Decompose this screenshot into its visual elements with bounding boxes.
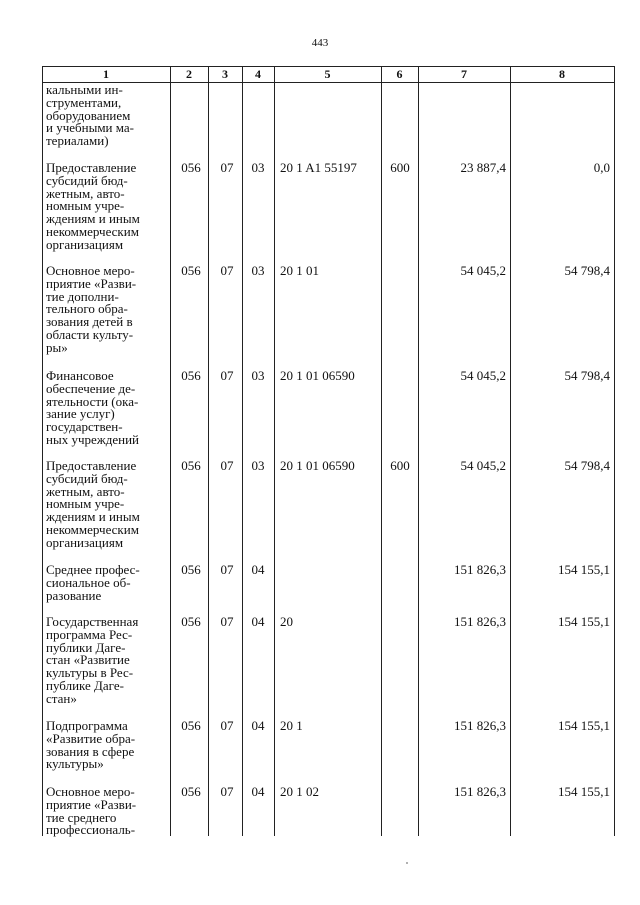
col-border	[208, 66, 209, 836]
row-subsection: 04	[251, 718, 265, 733]
row-subsection: 04	[251, 562, 265, 577]
header-col-5: 5	[324, 66, 331, 81]
row-grbs: 056	[181, 718, 201, 733]
row-amount-year2: 154 155,1	[558, 614, 610, 629]
row-subsection: 04	[251, 784, 265, 799]
col-border	[170, 66, 171, 836]
row-grbs: 056	[181, 614, 201, 629]
row-target-article: 20 1 01 06590	[280, 458, 355, 473]
row-amount-year2: 0,0	[593, 160, 610, 175]
row-target-article: 20 1 01	[280, 263, 319, 278]
row-amount-year1: 151 826,3	[454, 718, 506, 733]
row-expense-type: 600	[390, 160, 410, 175]
row-target-article: 20 1 A1 55197	[280, 160, 357, 175]
col-border	[418, 66, 419, 836]
header-col-7: 7	[461, 66, 467, 81]
row-section: 07	[220, 263, 234, 278]
row-subsection: 03	[251, 458, 265, 473]
row-amount-year1: 23 887,4	[460, 160, 506, 175]
row-name: Среднее профес- сиональное об- разование	[46, 562, 140, 603]
col-border	[274, 66, 275, 836]
row-subsection: 03	[251, 263, 265, 278]
row-amount-year2: 154 155,1	[558, 562, 610, 577]
row-amount-year1: 54 045,2	[460, 263, 506, 278]
row-section: 07	[220, 458, 234, 473]
col-border	[510, 66, 511, 836]
header-bottom-border	[42, 82, 615, 83]
row-amount-year2: 154 155,1	[558, 784, 610, 799]
row-target-article: 20 1 02	[280, 784, 319, 799]
row-name: Основное меро- приятие «Разви- тие среднего профессиональ-	[46, 784, 137, 838]
row-amount-year2: 54 798,4	[564, 263, 610, 278]
row-amount-year1: 151 826,3	[454, 614, 506, 629]
header-col-2: 2	[186, 66, 192, 81]
header-col-1: 1	[103, 66, 109, 81]
row-name: Государственная программа Рес- публики Даге- стан «Развитие культуры в Рес- публике Даге- стан»	[46, 614, 139, 706]
row-amount-year2: 54 798,4	[564, 368, 610, 383]
row-grbs: 056	[181, 458, 201, 473]
row-grbs: 056	[181, 562, 201, 577]
row-name: Предоставление субсидий бюд- жетным, авто- номным учре- ждениям и иным некоммерческим организациям	[46, 160, 140, 252]
row-section: 07	[220, 368, 234, 383]
col-border	[614, 66, 615, 836]
row-grbs: 056	[181, 160, 201, 175]
row-amount-year2: 54 798,4	[564, 458, 610, 473]
row-section: 07	[220, 614, 234, 629]
row-grbs: 056	[181, 784, 201, 799]
header-col-6: 6	[396, 66, 403, 81]
header-col-8: 8	[559, 66, 565, 81]
row-name: Основное меро- приятие «Разви- тие дополни- тельного обра- зования детей в области культу- ры»	[46, 263, 137, 355]
page-number: 443	[311, 37, 329, 49]
row-name: кальными ин- струментами, оборудованием и учебными ма- териалами)	[46, 82, 134, 149]
row-amount-year1: 54 045,2	[460, 368, 506, 383]
row-target-article: 20 1 01 06590	[280, 368, 355, 383]
row-name: Финансовое обеспечение де- ятельности (ока- зание услуг) государствен- ных учреждений	[46, 368, 139, 447]
row-name: Подпрограмма «Развитие обра- зования в сфере культуры»	[46, 718, 136, 772]
row-amount-year1: 54 045,2	[460, 458, 506, 473]
row-amount-year1: 151 826,3	[454, 562, 506, 577]
row-section: 07	[220, 784, 234, 799]
row-target-article: 20 1	[280, 718, 303, 733]
row-subsection: 04	[251, 614, 265, 629]
row-section: 07	[220, 160, 234, 175]
row-section: 07	[220, 718, 234, 733]
row-target-article: 20	[280, 614, 293, 629]
row-section: 07	[220, 562, 234, 577]
row-amount-year2: 154 155,1	[558, 718, 610, 733]
row-name: Предоставление субсидий бюд- жетным, авто- номным учре- ждениям и иным некоммерческим организациям	[46, 458, 140, 550]
header-col-3: 3	[222, 66, 228, 81]
row-subsection: 03	[251, 368, 265, 383]
col-border	[42, 66, 43, 836]
header-col-4: 4	[255, 66, 261, 81]
scan-speck	[406, 862, 408, 864]
row-grbs: 056	[181, 368, 201, 383]
budget-table	[42, 66, 615, 836]
row-grbs: 056	[181, 263, 201, 278]
row-subsection: 03	[251, 160, 265, 175]
row-amount-year1: 151 826,3	[454, 784, 506, 799]
row-expense-type: 600	[390, 458, 410, 473]
